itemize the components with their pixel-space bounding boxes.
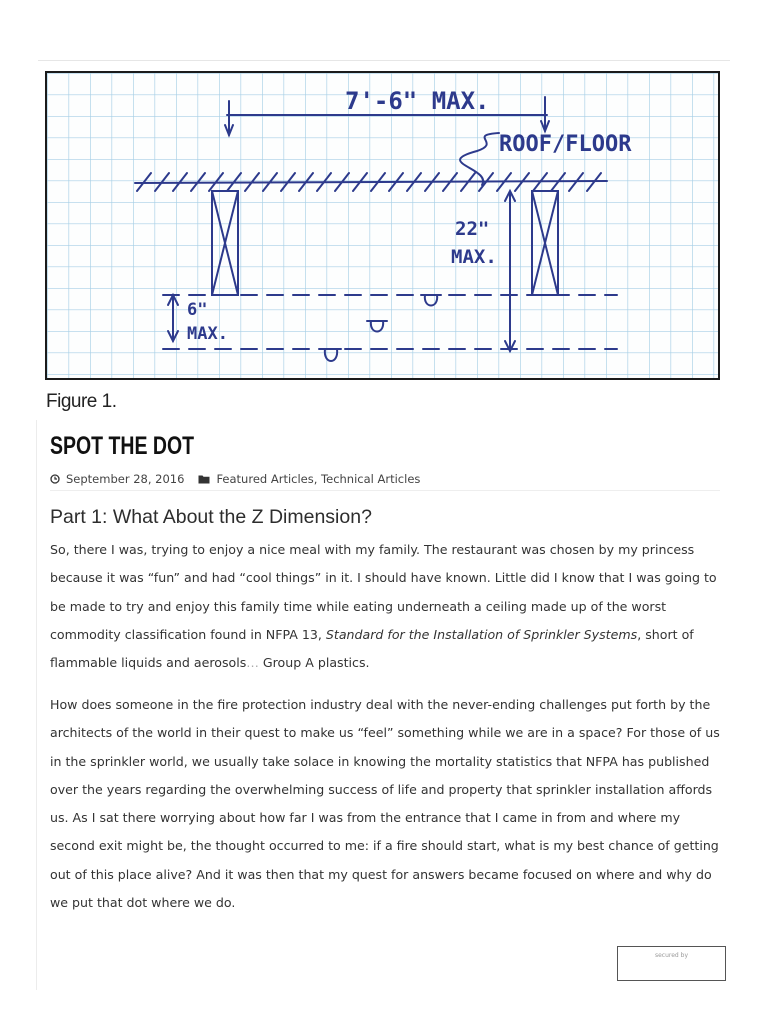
article-subheading: Part 1: What About the Z Dimension? bbox=[50, 506, 372, 528]
drop-value-label: 6" bbox=[187, 300, 208, 320]
secured-by-badge[interactable] bbox=[617, 946, 726, 981]
height-max-label: MAX. bbox=[451, 246, 497, 268]
figure-image bbox=[45, 71, 720, 380]
height-value-label: 22" bbox=[455, 218, 490, 240]
drop-max-label: MAX. bbox=[187, 324, 228, 344]
paragraph-1-text-a: So, there I was, trying to enjoy a nice meal with my family. The restaurant was chosen by my princess because it was “fun” and had “cool things” in it. I should have known. Little did I know that I was going to be made to try and enjoy this family time while eating underneath a ceiling made up of the worst commodity classification found in NFPA 13, bbox=[50, 542, 717, 642]
post-title[interactable]: SPOT THE DOT bbox=[50, 432, 195, 460]
post-meta bbox=[50, 469, 720, 489]
folder-icon bbox=[198, 474, 210, 484]
paragraph-1-ellipsis: … bbox=[246, 655, 259, 671]
content-left-border bbox=[36, 420, 37, 990]
paragraph-1-text-c: Group A plastics. bbox=[258, 655, 370, 671]
roof-floor-label: ROOF/FLOOR bbox=[499, 132, 632, 157]
paragraph-1-text-b: , short of flammable liquids and aerosols bbox=[50, 626, 694, 671]
secured-by-text: secured by bbox=[654, 952, 689, 959]
post-date bbox=[50, 472, 184, 486]
category-link-technical[interactable]: Technical Articles bbox=[321, 472, 421, 486]
post-categories bbox=[198, 472, 420, 486]
article-paragraph-2: How does someone in the fire protection industry deal with the never-ending challenges put forth by the architects of the world in their quest to make us “feel” something while we are in a space? For those of us in the sprinkler world, we usually take solace in knowing the mortality statistics that NFPA has published over the years regarding the overwhelming success of life and property that sprinkler installation affords us. As I sat there worrying about how far I was from the entrance that I came in from and where my second exit might be, the thought occurred to me: if a fire should start, what is my best chance of getting out of this place alive? And it was then that my quest for answers became focused on where and why do we put that dot where we do. bbox=[50, 697, 720, 911]
category-link-featured[interactable]: Featured Articles bbox=[216, 472, 314, 486]
meta-divider bbox=[50, 490, 720, 491]
span-label: 7'-6" MAX. bbox=[345, 87, 490, 115]
top-divider bbox=[38, 60, 730, 61]
figure-caption: Figure 1. bbox=[46, 391, 117, 412]
post-date-text: September 28, 2016 bbox=[66, 472, 185, 486]
article-paragraph-1 bbox=[50, 536, 722, 677]
paragraph-1-standard-title: Standard for the Installation of Sprinkler Systems bbox=[325, 626, 638, 642]
clock-icon bbox=[50, 474, 60, 484]
category-separator: , bbox=[313, 472, 322, 486]
